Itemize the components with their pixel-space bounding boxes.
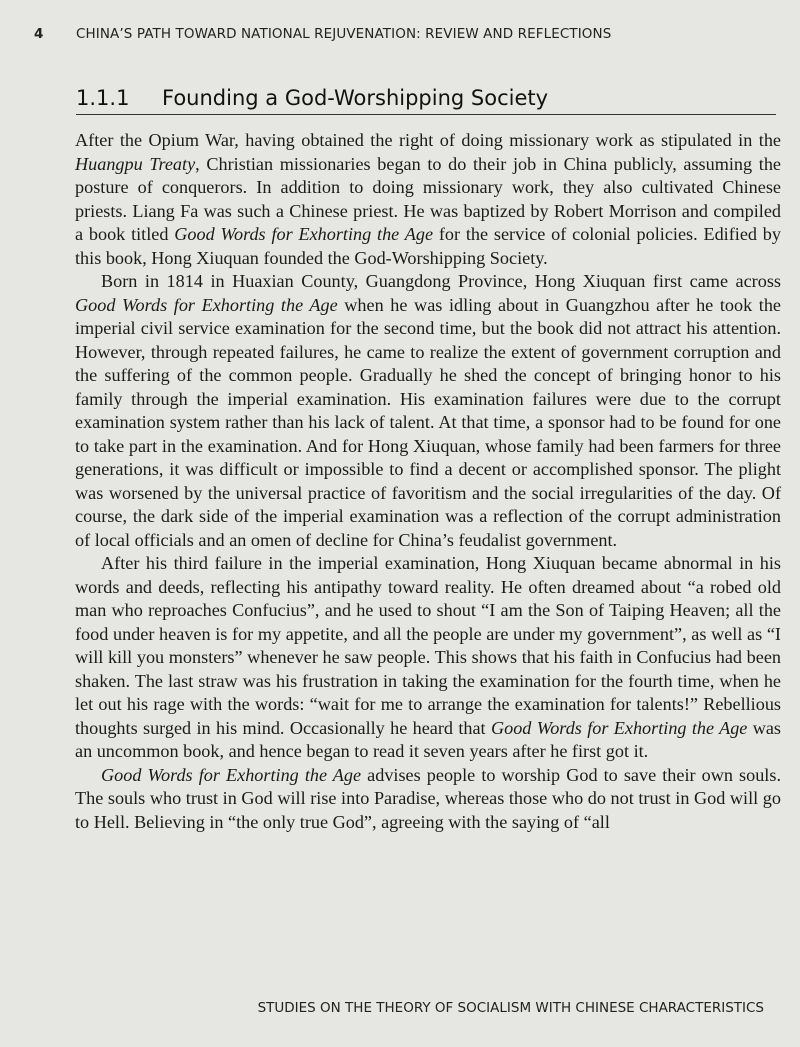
paragraph	[75, 552, 781, 764]
paragraph-text: was an uncommon book, and hence began to read it seven years after he first got it.	[75, 717, 782, 761]
section-number: 1.1.1	[76, 86, 130, 110]
italic-title-text: Huangpu Treaty	[75, 153, 196, 174]
body-text	[75, 129, 781, 834]
italic-title-text: Good Words for Exhorting the Age	[75, 294, 338, 315]
section-heading	[76, 86, 776, 115]
running-title: CHINA’S PATH TOWARD NATIONAL REJUVENATION: REVIEW AND REFLECTIONS	[76, 26, 612, 42]
page-number: 4	[34, 26, 44, 42]
running-footer: STUDIES ON THE THEORY OF SOCIALISM WITH CHINESE CHARACTERISTICS	[257, 1000, 764, 1016]
paragraph	[75, 270, 781, 552]
italic-title-text: Good Words for Exhorting the Age	[490, 717, 748, 738]
paragraph	[75, 764, 781, 835]
paragraph-text: advises people to worship God to save their own souls. The souls who trust in God will rise into Paradise, whereas those who do not trust in God will go to Hell. Believing in “the only true God”, agreeing with the saying of “all	[75, 764, 781, 832]
paragraph-text: for the service of colonial policies. Edified by this book, Hong Xiuquan founded the God-Worshipping Society.	[75, 224, 781, 268]
running-header	[34, 26, 774, 42]
paragraph-text: , Christian missionaries began to do their job in China publicly, assuming the posture of conquerors. In addition to doing missionary work, they also cultivated Chinese priests. Liang Fa was such a Chinese priest. He was baptized by Robert Morrison and compiled a book titled	[75, 153, 781, 244]
paragraph-text: Born in 1814 in Huaxian County, Guangdong Province, Hong Xiuquan first came across	[101, 271, 781, 291]
italic-title-text: Good Words for Exhorting the Age	[174, 224, 434, 244]
paragraph-text: After the Opium War, having obtained the right of doing missionary work as stipulated in the	[75, 130, 781, 150]
paragraph-text: when he was idling about in Guangzhou after he took the imperial civil service examination for the second time, but the book did not attract his attention. However, through repeated failures, he came to realize the extent of government corruption and the suffering of the common people. Gradually he shed the concept of bringing honor to his family through the imperial examination. His examination failures were due to the corrupt examination system rather than his lack of talent. At that time, a sponsor had to be found for one to take part in the examination. And for Hong Xiuquan, whose family had been farmers for three generations, it was difficult or impossible to find a decent or accomplished sponsor. The plight was worsened by the universal practice of favoritism and the social irregularities of the day. Of course, the dark side of the imperial examination was a reflection of the corrupt administration of local officials and an omen of decline for China’s feudalist government.	[75, 294, 782, 550]
paragraph-text: After his third failure in the imperial examination, Hong Xiuquan became abnormal in his words and deeds, reflecting his antipathy toward reality. He often dreamed about “a robed old man who reproaches Confucius”, and he used to shout “I am the Son of Taiping Heaven; all the food under heaven is for my appetite, and all the people are under my government”, as well as “I will kill you monsters” whenever he saw people. This shows that his faith in Confucius had been shaken. The last straw was his frustration in taking the examination for the fourth time, when he let out his rage with the words: “wait for me to arrange the examination for talents!” Rebellious thoughts surged in his mind. Occasionally he heard that	[75, 553, 781, 738]
italic-title-text: Good Words for Exhorting the Age	[101, 764, 362, 785]
paragraph	[75, 129, 781, 270]
section-title: Founding a God-Worshipping Society	[162, 86, 549, 110]
